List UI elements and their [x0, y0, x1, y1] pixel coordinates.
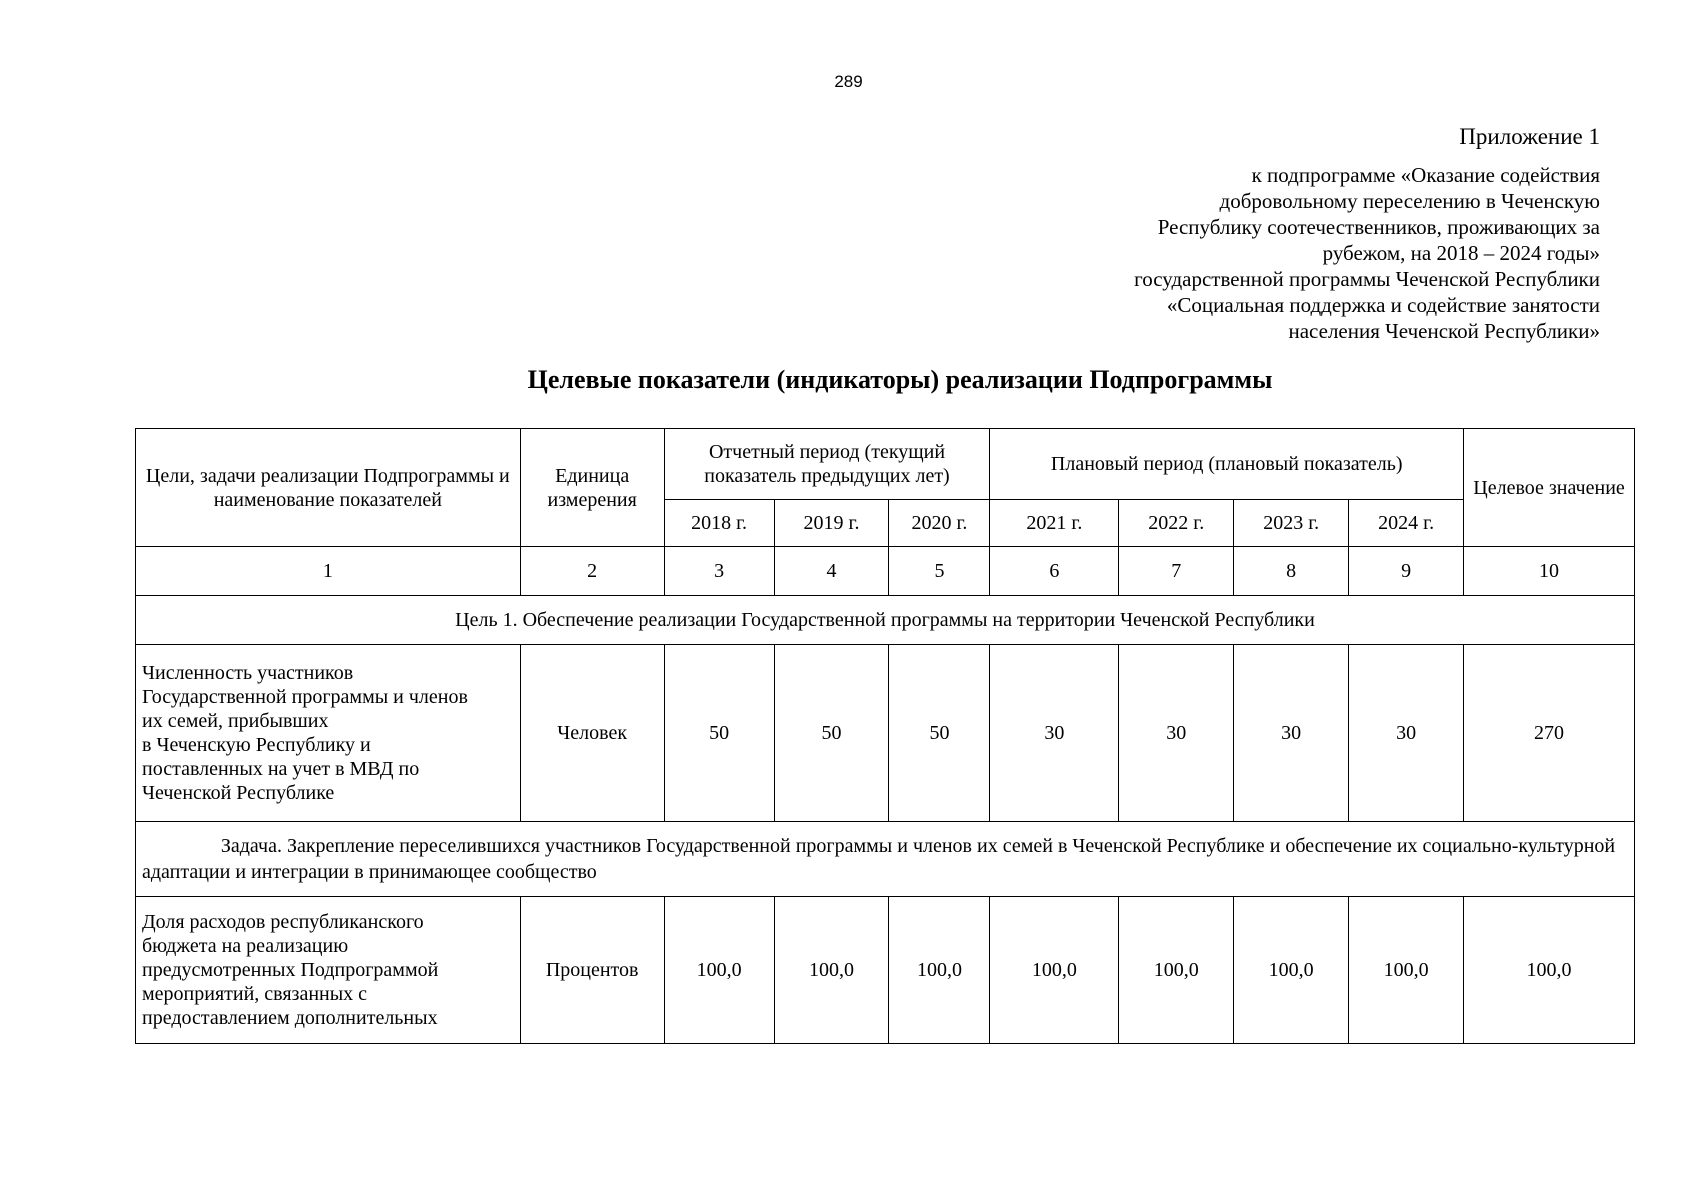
appendix-line: добровольному переселению в Чеченскую	[1219, 189, 1600, 213]
column-number: 3	[664, 547, 774, 596]
header-year: 2019 г.	[774, 500, 889, 547]
indicator-name-line: Государственной программы и членов	[142, 686, 468, 708]
appendix-line: населения Чеченской Республики»	[1288, 319, 1600, 343]
column-number: 9	[1349, 547, 1464, 596]
header-reporting-period: Отчетный период (текущий показатель предыдущих лет)	[664, 429, 990, 500]
indicator-name	[136, 645, 521, 822]
column-number: 2	[520, 547, 664, 596]
task-text: Задача. Закрепление переселившихся участников Государственной программы и членов их семей в Чеченской Республике и обеспечение их социально-культурной адаптации и интеграции в принимающее сообщество	[142, 835, 1616, 883]
header-year: 2023 г.	[1234, 500, 1349, 547]
page-number: 289	[834, 72, 863, 91]
header-planned-period: Плановый период (плановый показатель)	[990, 429, 1464, 500]
indicator-name-line: Численность участников	[142, 662, 354, 684]
indicator-value: 50	[889, 645, 990, 822]
indicator-value: 30	[990, 645, 1119, 822]
goal-row: Цель 1. Обеспечение реализации Государственной программы на территории Чеченской Республики	[136, 596, 1635, 645]
header-year: 2021 г.	[990, 500, 1119, 547]
task-row	[136, 822, 1635, 897]
document-title: Целевые показатели (индикаторы) реализации Подпрограммы	[527, 365, 1273, 394]
column-number: 10	[1464, 547, 1635, 596]
appendix-line: «Социальная поддержка и содействие занятости	[1166, 293, 1600, 317]
appendix-text	[980, 162, 1600, 344]
indicator-name	[136, 897, 521, 1044]
header-year: 2024 г.	[1349, 500, 1464, 547]
indicator-value: 100,0	[1119, 897, 1234, 1044]
indicator-value: 100,0	[990, 897, 1119, 1044]
indicator-name-line: предоставлением дополнительных	[142, 1007, 438, 1029]
indicator-name-line: бюджета на реализацию	[142, 935, 349, 957]
column-number: 7	[1119, 547, 1234, 596]
indicator-value: 100,0	[774, 897, 889, 1044]
header-year: 2020 г.	[889, 500, 990, 547]
table-row	[136, 645, 1635, 822]
indicator-target: 100,0	[1464, 897, 1635, 1044]
indicator-name-line: в Чеченскую Республику и	[142, 734, 371, 756]
indicator-name-line: Доля расходов республиканского	[142, 911, 424, 933]
column-number: 1	[136, 547, 521, 596]
indicator-unit: Человек	[520, 645, 664, 822]
indicator-value: 30	[1119, 645, 1234, 822]
indicator-value: 30	[1349, 645, 1464, 822]
appendix-line: Республику соотечественников, проживающих за	[1157, 215, 1600, 239]
appendix-line: рубежом, на 2018 – 2024 годы»	[1322, 241, 1600, 265]
indicator-value: 50	[664, 645, 774, 822]
column-number: 6	[990, 547, 1119, 596]
header-unit: Единица измерения	[520, 429, 664, 547]
appendix-line: к подпрограмме «Оказание содействия	[1251, 163, 1600, 187]
indicator-value: 100,0	[664, 897, 774, 1044]
appendix-line: государственной программы Чеченской Республики	[1134, 267, 1600, 291]
column-number: 5	[889, 547, 990, 596]
column-number: 8	[1234, 547, 1349, 596]
indicator-value: 100,0	[1234, 897, 1349, 1044]
indicator-value: 100,0	[1349, 897, 1464, 1044]
indicators-table	[135, 428, 1635, 1044]
indicator-name-line: их семей, прибывших	[142, 710, 329, 732]
column-number: 4	[774, 547, 889, 596]
header-year: 2018 г.	[664, 500, 774, 547]
table-row	[136, 897, 1635, 1044]
indicator-value: 30	[1234, 645, 1349, 822]
header-year: 2022 г.	[1119, 500, 1234, 547]
indicator-value: 100,0	[889, 897, 990, 1044]
header-goals: Цели, задачи реализации Подпрограммы и наименование показателей	[136, 429, 521, 547]
indicator-name-line: мероприятий, связанных с	[142, 983, 368, 1005]
indicator-name-line: поставленных на учет в МВД по	[142, 758, 420, 780]
header-target-value: Целевое значение	[1464, 429, 1635, 547]
indicator-name-line: предусмотренных Подпрограммой	[142, 959, 439, 981]
indicator-unit: Процентов	[520, 897, 664, 1044]
indicator-name-line: Чеченской Республике	[142, 782, 335, 804]
appendix-title: Приложение 1	[1459, 124, 1600, 149]
indicator-value: 50	[774, 645, 889, 822]
indicator-target: 270	[1464, 645, 1635, 822]
